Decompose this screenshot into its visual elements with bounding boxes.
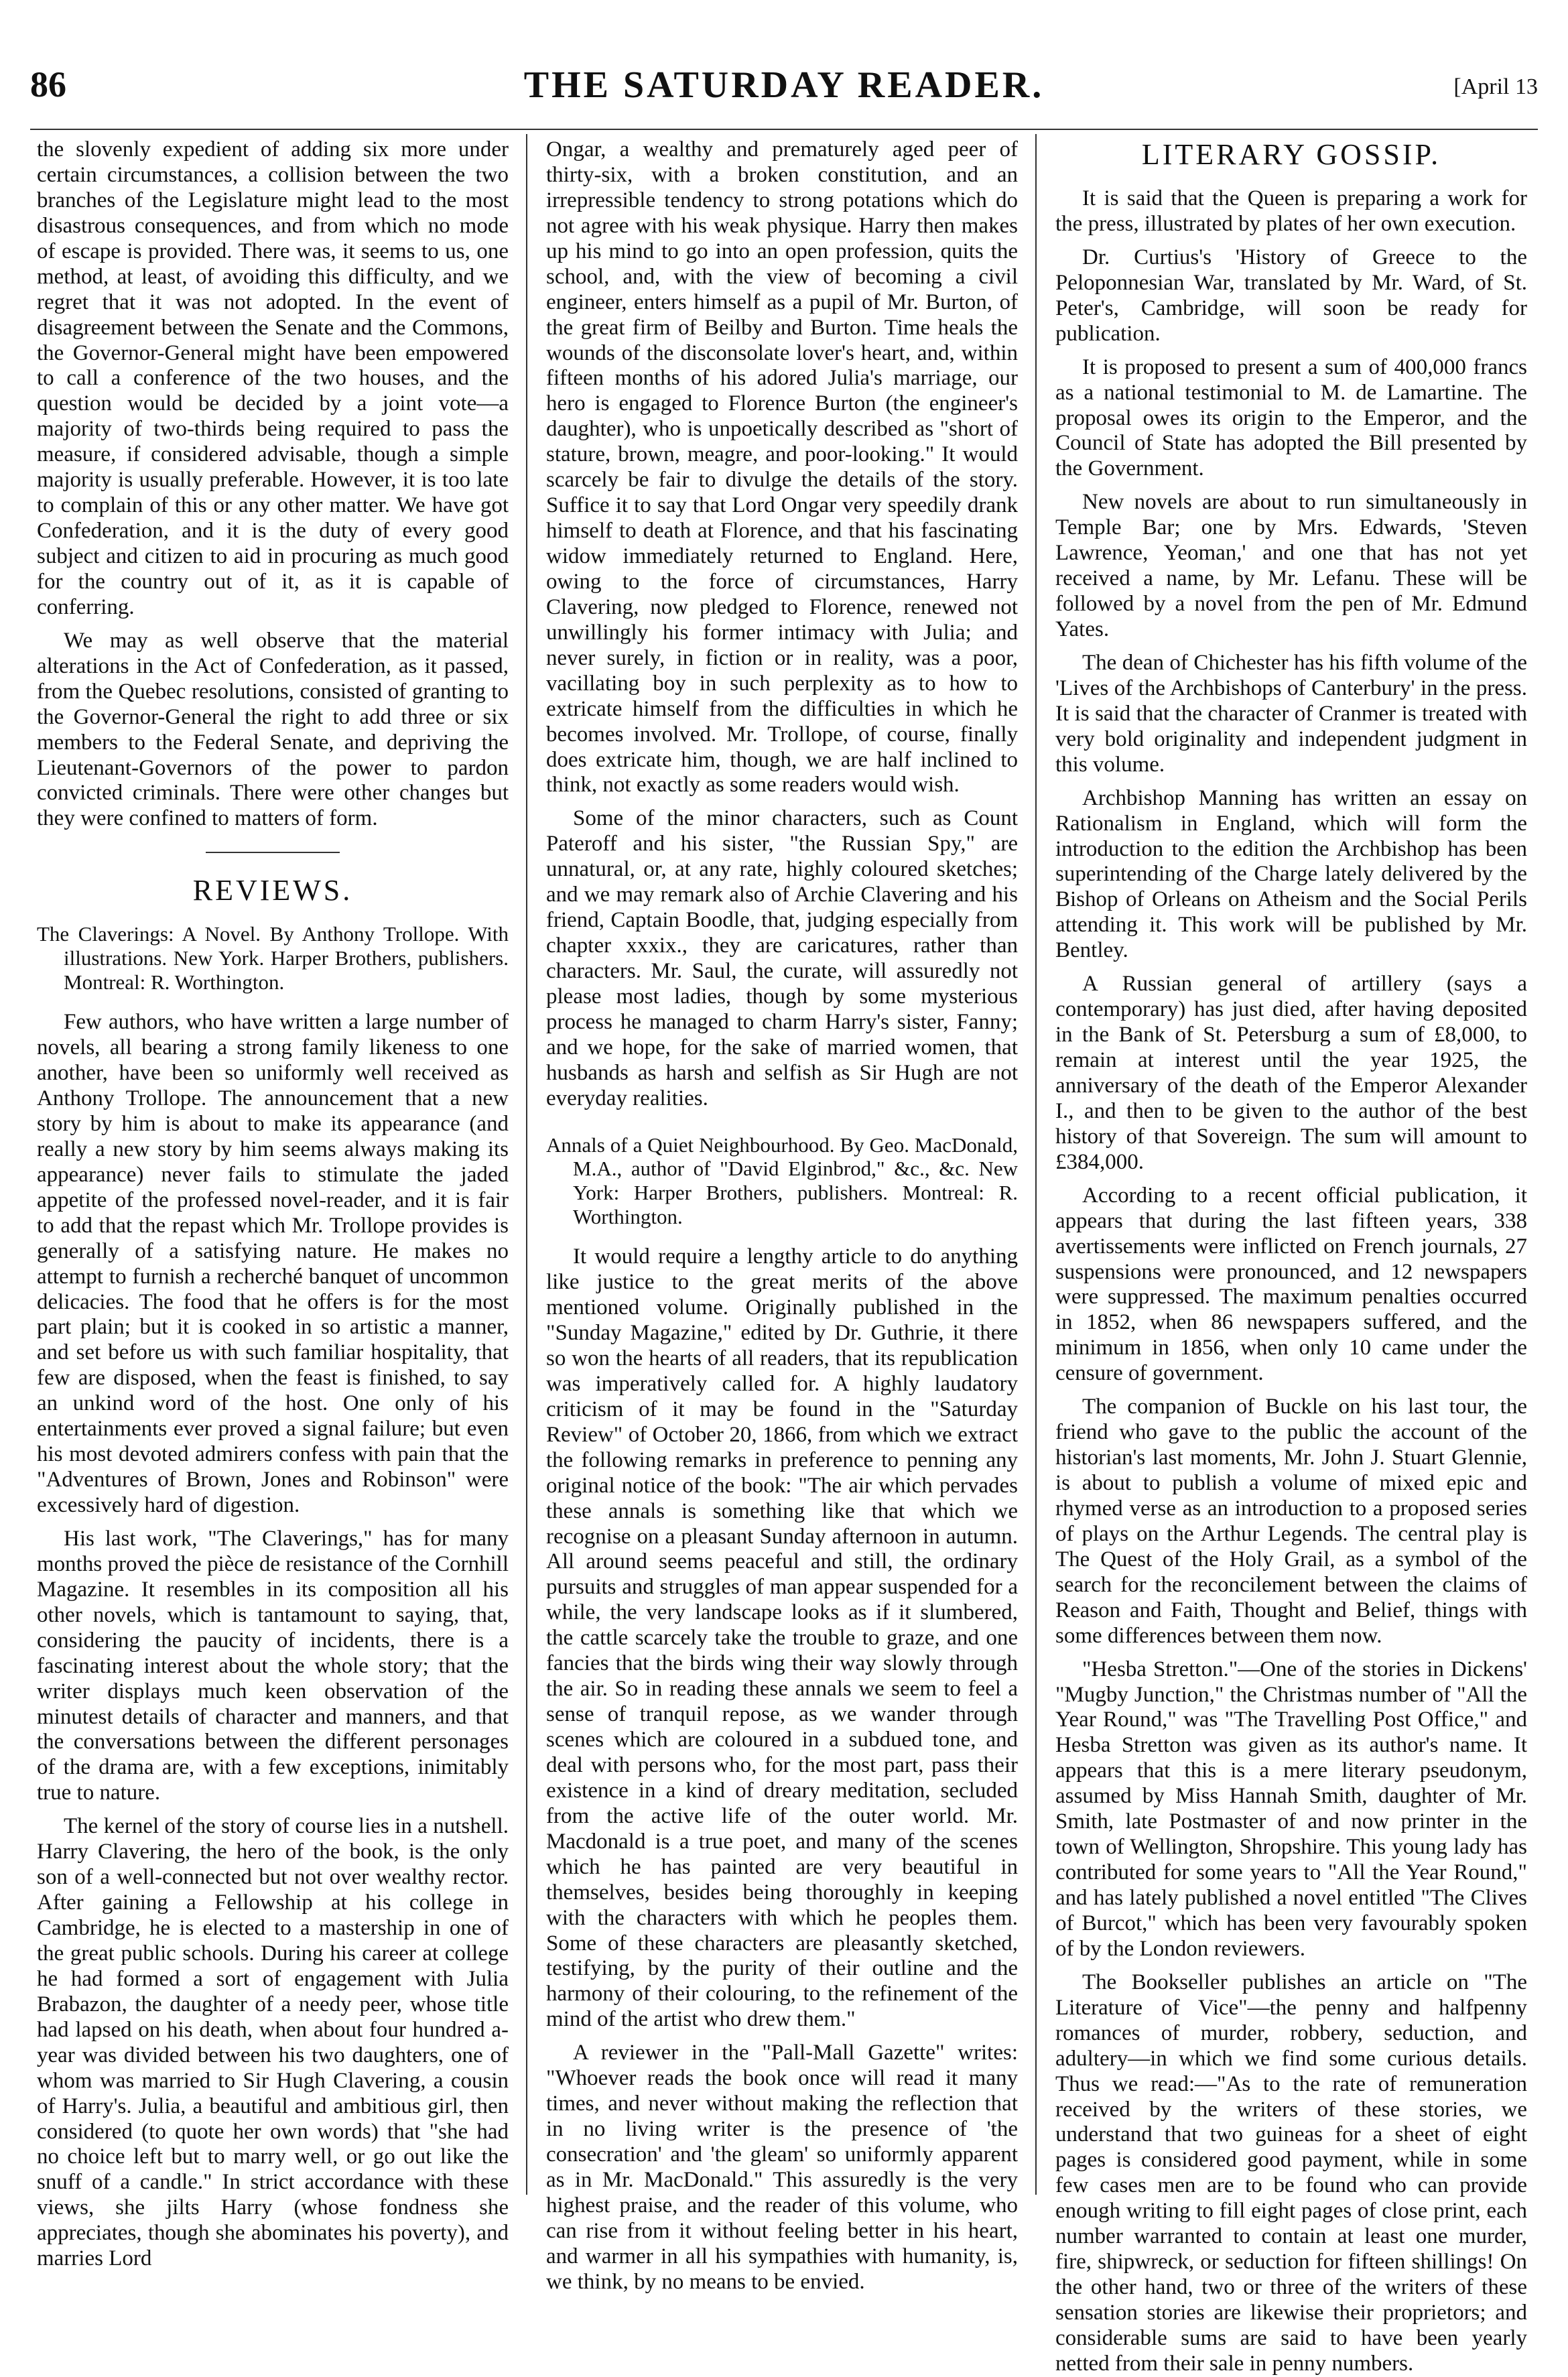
gossip-item: The companion of Buckle on his last tour, the friend who gave to the public the account of the historian's last moments, Mr. John J. Stuart Glennie, is about to publish a volume of mixed epic and rhymed verse as an introduction to a proposed series of plays on the Arthur Legends. The central play is The Quest of the Holy Grail, as a symbol of the search for the reconcilement between the claims of Reason and Faith, Thought and Belief, things with some differences between them now. bbox=[1055, 1395, 1527, 1648]
review-paragraph: A reviewer in the "Pall-Mall Gazette" writes: "Whoever reads the book once will read it many times, and never without making the reflection that in no living writer is the presence of 'the consecration' and 'the gleam' so uniformly apparent as in Mr. MacDonald." This assuredly is the very highest praise, and the reader of this volume, who can rise from it without feeling better in his heart, and warmer in all his sympathies with humanity, is, we think, by no means to be envied. bbox=[546, 2041, 1018, 2294]
review-book-heading: Annals of a Quiet Neighbourhood. By Geo. MacDonald, M.A., author of "David Elginbrod," &c., &c. New York: Harper Brothers, publishers. Montreal: R. Worthington. bbox=[546, 1133, 1018, 1228]
page-header bbox=[30, 64, 1538, 117]
column-divider bbox=[1035, 134, 1037, 2195]
column-divider bbox=[526, 134, 527, 2195]
section-title-literary-gossip: LITERARY GOSSIP. bbox=[1141, 138, 1441, 171]
gossip-item: Dr. Curtius's 'History of Greece to the Peloponnesian War, translated by Mr. Ward, of St. Peter's, Cambridge, will soon be ready for publication. bbox=[1055, 245, 1527, 346]
column-3 bbox=[1055, 137, 1527, 2376]
review-paragraph: Ongar, a wealthy and prematurely aged peer of thirty-six, with a broken constitution, and an irrepressible tendency to strong potations which do not agree with his weak physique. Harry then makes up his mind to go into an open profession, quits the school, and, with the view of becoming a civil engineer, enters himself as a pupil of Mr. Burton, of the great firm of Beilby and Burton. Time heals the wounds of the disconsolate lover's heart, and, within fifteen months of his adored Julia's marriage, our hero is engaged to Florence Burton (the engineer's daughter), who is unpoetically described as "short of stature, brown, meagre, and poor-looking." It would scarcely be fair to divulge the details of the story. Suffice it to say that Lord Ongar very speedily drank himself to death at Florence, and that his fascinating widow immediately returned to England. Here, owing to the force of circumstances, Harry Clavering, now pledged to Florence, renewed not unwillingly his former intimacy with Julia; and never surely, in fiction or in reality, was a poor, vacillating boy in such perplexity as to how to extricate himself from the difficulties in which he becomes involved. Mr. Trollope, of course, finally does extricate him, though, we are half inclined to think, not exactly as some readers would wish. bbox=[546, 137, 1018, 797]
header-rule bbox=[30, 129, 1538, 130]
gossip-item: The Bookseller publishes an article on "The Literature of Vice"—the penny and halfpenny romances of murder, robbery, seduction, and adultery—in which we find some curious details. Thus we read:—"As to the rate of remuneration received by the writers of these stories, we understand that two guineas for a sheet of eight pages is considered good payment, while in some few cases men are to be found who can provide enough writing to fill eight pages of close print, each number warranted to contain at least one murder, fire, shipwreck, or seduction for fifteen shillings! On the other hand, two or three of the writers of these sensation stories are likewise their proprietors; and considerable sums are said to have been yearly netted from their sale in penny numbers. bbox=[1055, 1970, 1527, 2376]
review-book-heading: The Claverings: A Novel. By Anthony Trollope. With illustrations. New York. Harper Brothers, publishers. Montreal: R. Worthington. bbox=[37, 922, 509, 994]
issue-date: [April 13 bbox=[1453, 74, 1538, 99]
gossip-item: "Hesba Stretton."—One of the stories in Dickens' "Mugby Junction," the Christmas number of "All the Year Round," was "The Travelling Post Office," and Hesba Stretton was given as its author's name. It appears that this is a mere literary pseudonym, assumed by Miss Hannah Smith, daughter of Mr. Smith, late Postmaster of and now printer in the town of Wellington, Shropshire. This young lady has contributed for some years to "All the Year Round," and has lately published a novel entitled "The Clives of Burcot," which has been very favourably spoken of by the London reviewers. bbox=[1055, 1657, 1527, 1961]
page-number: 86 bbox=[30, 64, 66, 105]
review-paragraph: Some of the minor characters, such as Count Pateroff and his sister, "the Russian Spy," are unnatural, or, at any rate, highly coloured sketches; and we may remark also of Archie Clavering and his friend, Captain Boodle, that, judging especially from chapter xxxix., they are caricatures, rather than characters. Mr. Saul, the curate, will assuredly not please most ladies, though by some mysterious process he managed to charm Harry's sister, Fanny; and we hope, for the sake of married women, that husbands as harsh and selfish as Sir Hugh are not everyday realities. bbox=[546, 806, 1018, 1110]
gossip-item: New novels are about to run simultaneously in Temple Bar; one by Mrs. Edwards, 'Steven Lawrence, Yeoman,' and one that has not yet received a name, by Mr. Lefanu. These will be followed by a novel from the pen of Mr. Edmund Yates. bbox=[1055, 490, 1527, 641]
masthead-title: THE SATURDAY READER. bbox=[523, 64, 1045, 106]
column-1 bbox=[37, 137, 509, 2271]
review-paragraph: It would require a lengthy article to do anything like justice to the great merits of the above mentioned volume. Originally published in the "Sunday Magazine," edited by Dr. Guthrie, it there so won the hearts of all readers, that its republication was imperatively called for. A highly laudatory criticism of it may be found in the "Saturday Review" of October 20, 1866, from which we extract the following remarks in preference to penning any original notice of the book: "The air which pervades these annals is something like that which we recognise on a pleasant Sunday afternoon in autumn. All around seems peaceful and still, the ordinary pursuits and struggles of man appear suspended for a while, the very landscape looks as if it slumbered, the cattle scarcely take the trouble to graze, and one fancies that the birds wing their way slowly through the air. So in reading these annals we seem to feel a sense of tranquil repose, as we wander through scenes which are coloured in a subdued tone, and deal with persons who, for the most part, pass their existence in a kind of dreary meditation, secluded from the active life of the outer world. Mr. Macdonald is a true poet, and many of the scenes which he has painted are very beautiful in themselves, besides being thoroughly in keeping with the characters with which he peoples them. Some of these characters are pleasantly sketched, testifying, by the purity of their outline and the harmony of their colouring, to the refinement of the mind of the artist who drew them." bbox=[546, 1244, 1018, 2032]
gossip-item: A Russian general of artillery (says a contemporary) has just died, after having deposited in the Bank of St. Petersburg a sum of £8,000, to remain at interest until the year 1925, the anniversary of the death of the Emperor Alexander I., and then to be given to the author of the best history of that Sovereign. The sum will amount to £384,000. bbox=[1055, 972, 1527, 1174]
gossip-item: It is proposed to present a sum of 400,000 francs as a national testimonial to M. de Lamartine. The proposal owes its origin to the Emperor, and the Council of State has adopted the Bill presented by the Government. bbox=[1055, 355, 1527, 481]
gossip-item: According to a recent official publication, it appears that during the last fifteen years, 338 avertissements were inflicted on French journals, 27 suspensions were pronounced, and 12 newspapers were suppressed. The maximum penalties occurred in 1852, when 86 newspapers suffered, and the minimum in 1856, when only 10 came under the censure of government. bbox=[1055, 1183, 1527, 1386]
review-paragraph: The kernel of the story of course lies in a nutshell. Harry Clavering, the hero of the book, is the only son of a well-connected but not over wealthy rector. After gaining a Fellowship at his college in Cambridge, he is elected to a mastership in one of the great public schools. During his career at college he had formed a sort of engagement with Julia Brabazon, the daughter of a needy peer, whose title had lapsed on his death, when about four hundred a-year was divided between his two daughters, one of whom was married to Sir Hugh Clavering, a cousin of Harry's. Julia, a beautiful and ambitious girl, then considered (to quote her own words) that "she had no choice left but to marry well, or go out like the snuff of a candle." In strict accordance with these views, she jilts Harry (whose fondness she appreciates, though she abominates his poverty), and marries Lord bbox=[37, 1814, 509, 2271]
gossip-item: Archbishop Manning has written an essay on Rationalism in England, which will form the introduction to the edition the Archbishop has been superintending of the Charge lately delivered by the Bishop of Orleans on Atheism and the Social Perils attending it. This work will be published by Mr. Bentley. bbox=[1055, 785, 1527, 963]
article-paragraph: We may as well observe that the material alterations in the Act of Confederation, as it passed, from the Quebec resolutions, consisted of granting to the Governor-General the right to add three or six members to the Federal Senate, and depriving the Lieutenant-Governors of the power to pardon convicted criminals. There were other changes but they were confined to matters of form. bbox=[37, 628, 509, 831]
review-paragraph: Few authors, who have written a large number of novels, all bearing a strong family likeness to one another, have been so uniformly well received as Anthony Trollope. The announcement that a new story by him is about to make its appearance (and really a new story by him seems always making its appearance) never fails to stimulate the jaded appetite of the professed novel-reader, and it is fair to add that the repast which Mr. Trollope provides is generally of a satisfying nature. He makes no attempt to furnish a recherché banquet of uncommon delicacies. The food that he offers is for the most part plain; but it is cooked in so artistic a manner, and set before us with such familiar hospitality, that few are disposed, when the feast is finished, to say an unkind word of the host. One only of his entertainments ever proved a signal failure; but even his most devoted admirers confess with pain that the "Adventures of Brown, Jones and Robinson" were excessively hard of digestion. bbox=[37, 1010, 509, 1518]
gossip-item: It is said that the Queen is preparing a work for the press, illustrated by plates of her own execution. bbox=[1055, 186, 1527, 236]
column-2 bbox=[546, 137, 1018, 2294]
article-paragraph: the slovenly expedient of adding six more under certain circumstances, a collision between the two branches of the Legislature might lead to the most disastrous consequences, and from which no mode of escape is provided. There was, it seems to us, one method, at least, of avoiding this difficulty, and we regret that it was not adopted. In the event of disagreement between the Senate and the Commons, the Governor-General might have been empowered to call a conference of the two houses, and the question would be decided by a joint vote—a majority of two-thirds being required to pass the measure, if considered advisable, though a simple majority is usually preferable. However, it is too late to complain of this or any other matter. We have got Confederation, and it is the duty of every good subject and citizen to aid in procuring as much good for the country out of it, as it is capable of conferring. bbox=[37, 137, 509, 619]
section-title-reviews: REVIEWS. bbox=[192, 874, 353, 907]
section-divider bbox=[206, 852, 340, 853]
review-paragraph: His last work, "The Claverings," has for many months proved the pièce de resistance of the Cornhill Magazine. It resembles in its composition all his other novels, which is tantamount to saying, that, considering the paucity of incidents, there is a fascinating interest about the whole story; that the writer displays much keen observation of the minutest details of character and manners, and that the conversations between the different personages of the drama are, with a few exceptions, inimitably true to nature. bbox=[37, 1526, 509, 1805]
gossip-item: The dean of Chichester has his fifth volume of the 'Lives of the Archbishops of Canterbury' in the press. It is said that the character of Cranmer is treated with very bold originality and independent judgment in this volume. bbox=[1055, 650, 1527, 777]
